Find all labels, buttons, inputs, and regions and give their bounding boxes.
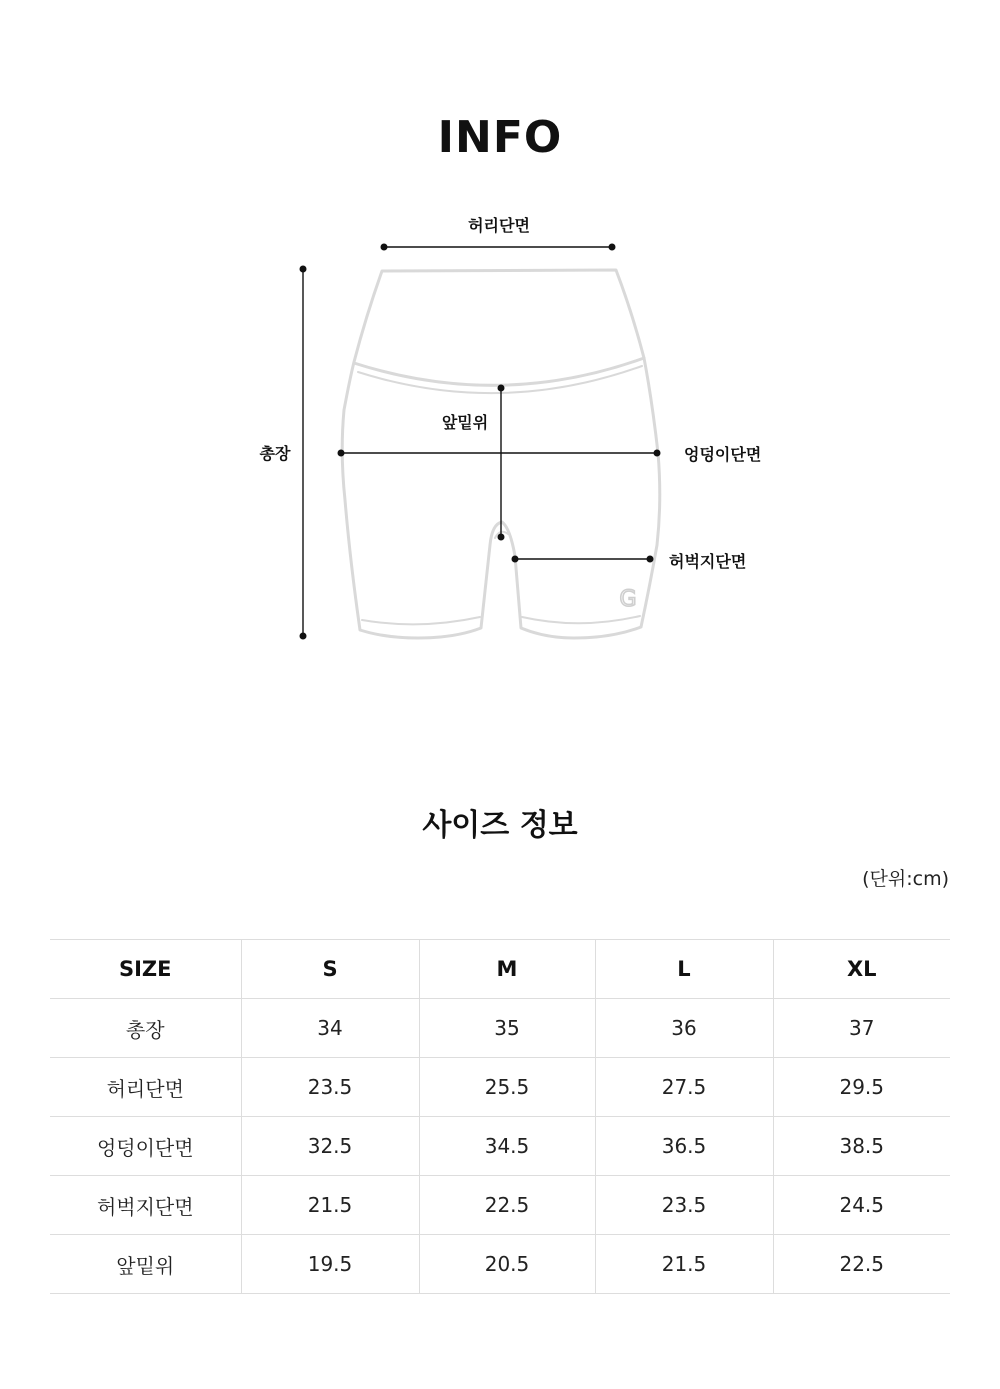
row-label: 엉덩이단면 [50,1117,241,1176]
table-row [50,1176,950,1235]
waist-dot-left [381,244,388,251]
header-s: S [241,940,419,999]
table-row [50,1117,950,1176]
table-cell: 24.5 [773,1176,950,1235]
table-cell: 22.5 [773,1235,950,1294]
table-cell: 20.5 [419,1235,595,1294]
header-xl: XL [773,940,950,999]
table-cell: 38.5 [773,1117,950,1176]
rise-label: 앞밑위 [441,413,489,432]
waistband-seam [354,358,644,385]
row-label: 총장 [50,999,241,1058]
table-row [50,1235,950,1294]
length-dot-bottom [300,633,307,640]
measurement-lines [303,247,657,636]
header-m: M [419,940,595,999]
table-cell: 34 [241,999,419,1058]
table-cell: 27.5 [595,1058,773,1117]
rise-dot-bottom [498,534,505,541]
table-cell: 32.5 [241,1117,419,1176]
waist-dot-right [609,244,616,251]
waist-label: 허리단면 [468,216,530,235]
table-cell: 21.5 [241,1176,419,1235]
header-l: L [595,940,773,999]
hip-dot-left [338,450,345,457]
thigh-dot-left [512,556,519,563]
right-hem-line [522,616,640,623]
size-table [50,939,950,1294]
table-cell: 35 [419,999,595,1058]
hip-label: 엉덩이단면 [684,445,762,464]
table-cell: 34.5 [419,1117,595,1176]
table-row [50,1058,950,1117]
table-cell: 29.5 [773,1058,950,1117]
size-info-title: 사이즈 정보 [422,808,578,843]
row-label: 허리단면 [50,1058,241,1117]
row-label: 앞밑위 [50,1235,241,1294]
table-cell: 23.5 [241,1058,419,1117]
thigh-dot-right [647,556,654,563]
row-label: 허벅지단면 [50,1176,241,1235]
thigh-label: 허벅지단면 [669,552,747,571]
table-cell: 22.5 [419,1176,595,1235]
table-cell: 21.5 [595,1235,773,1294]
table-cell: 36 [595,999,773,1058]
table-header-row [50,940,950,999]
table-row [50,999,950,1058]
brand-logo-letter: G [619,587,637,612]
left-hem-line [362,617,480,624]
table-cell: 23.5 [595,1176,773,1235]
table-cell: 19.5 [241,1235,419,1294]
hip-dot-right [654,450,661,457]
header-size: SIZE [50,940,241,999]
table-cell: 37 [773,999,950,1058]
rise-dot-top [498,385,505,392]
unit-note: (단위:cm) [862,868,949,890]
page-title: INFO [437,112,563,163]
length-dot-top [300,266,307,273]
length-label: 총장 [259,444,291,463]
table-cell: 36.5 [595,1117,773,1176]
table-cell: 25.5 [419,1058,595,1117]
